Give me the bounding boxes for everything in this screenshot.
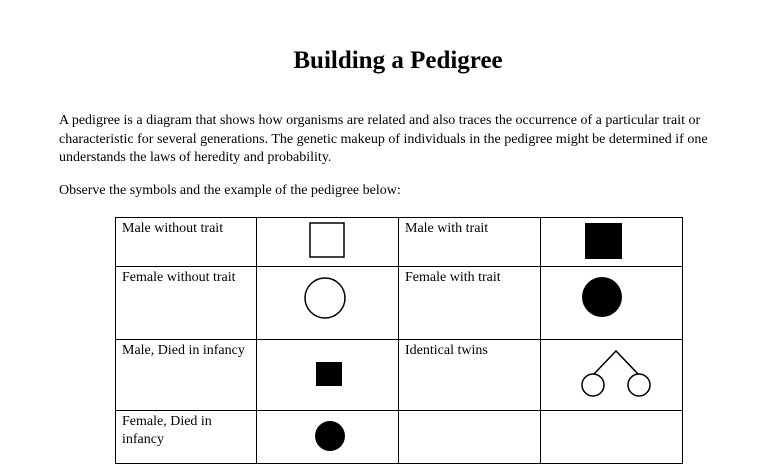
symbol-cell xyxy=(541,411,683,464)
intro-paragraph: A pedigree is a diagram that shows how organisms are related and also traces the occurrence of a particular trait or characteristic for several generations. The genetic makeup of individuals in the pedigree might be determined if one understands the laws of heredity and probability. xyxy=(59,113,708,165)
symbol-cell xyxy=(257,340,399,411)
open-square-icon xyxy=(257,218,399,264)
filled-circle-icon xyxy=(541,267,683,337)
page-title: Building a Pedigree xyxy=(293,47,503,74)
open-circle-icon xyxy=(257,267,399,337)
symbol-cell xyxy=(541,340,683,411)
symbol-cell xyxy=(257,411,399,464)
table-row xyxy=(116,267,683,340)
table-row xyxy=(116,218,683,267)
symbol-cell xyxy=(257,267,399,340)
pedigree-symbols-table xyxy=(115,217,683,464)
symbol-label: Female, Died in infancy xyxy=(116,411,257,464)
small-filled-square-icon xyxy=(257,340,399,408)
symbol-label: Female without trait xyxy=(116,267,257,340)
symbol-label: Identical twins xyxy=(399,340,541,411)
small-filled-circle-icon xyxy=(257,411,399,461)
symbol-label: Male with trait xyxy=(399,218,541,267)
table-row xyxy=(116,340,683,411)
symbol-label: Male without trait xyxy=(116,218,257,267)
identical-twins-icon xyxy=(541,340,683,408)
filled-square-icon xyxy=(541,218,683,264)
symbol-cell xyxy=(541,267,683,340)
table-row xyxy=(116,411,683,464)
symbol-label: Male, Died in infancy xyxy=(116,340,257,411)
symbol-label xyxy=(399,411,541,464)
symbol-cell xyxy=(257,218,399,267)
symbol-label: Female with trait xyxy=(399,267,541,340)
instruction-text: Observe the symbols and the example of the pedigree below: xyxy=(59,183,401,198)
symbol-cell xyxy=(541,218,683,267)
